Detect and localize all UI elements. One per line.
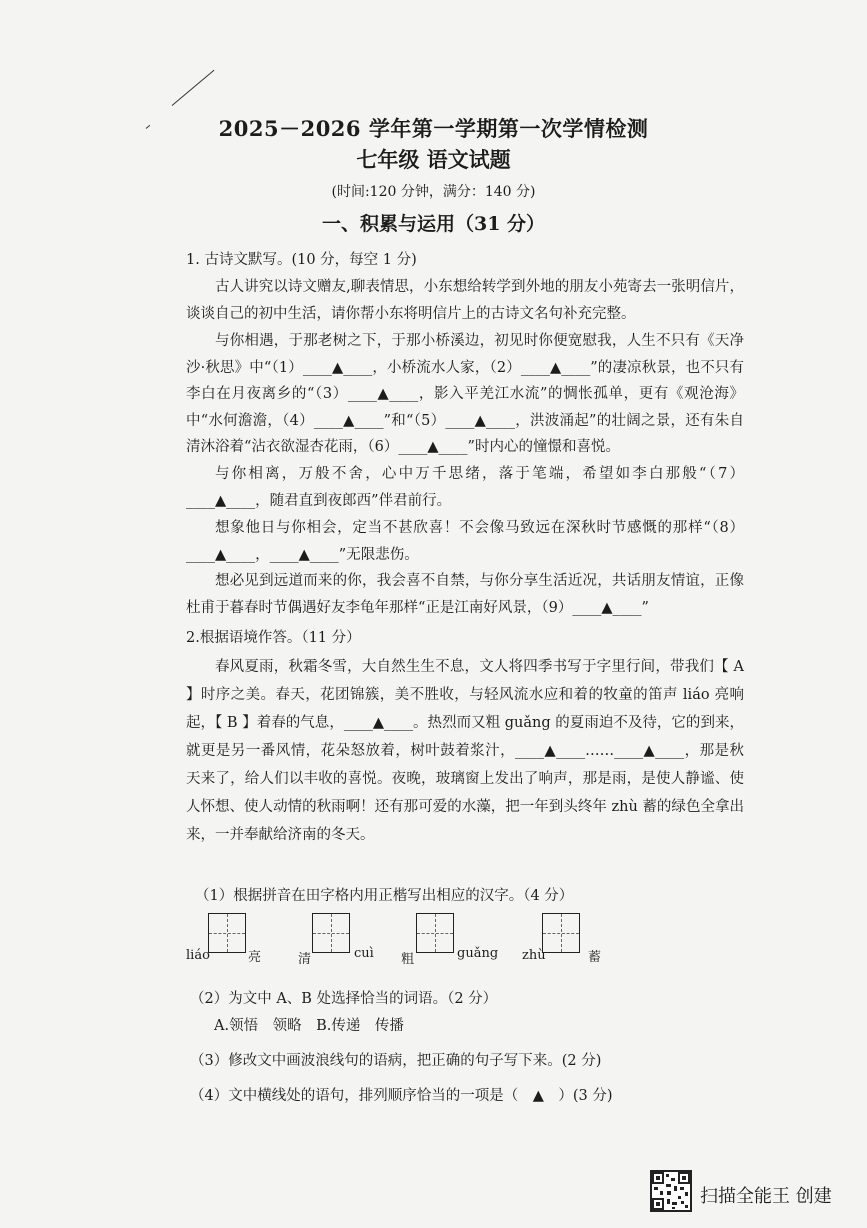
grid-pinyin: guǎng — [457, 946, 499, 961]
grid-char: 清 — [298, 952, 312, 967]
q2-sub2: （2）为文中 A、B 处选择恰当的词语。（2 分） — [190, 991, 498, 1007]
q2-passage: 春风夏雨，秋霜冬雪，大自然生生不息，文人将四季书写于字里行间，带我们【 A 】时序之美。春天，花团锦簇，美不胜收，与轻风流水应和着的牧童的笛声 liáo 亮响起，【 B 】着春的气息，____▲____。热烈而又粗 guǎng 的夏雨迫不及待，它的到来，就更是另一番风情，花朵怒放着，树叶鼓着浆汁，____▲____……____▲____，那是秋天来了，给人们以丰收的喜悦。夜晚，玻璃窗上发出了响声，那是雨，是使人静谧、使人怀想、使人动情的秋雨啊！还有那可爱的水藻，把一年到头终年 zhù 蓄的绿色全拿出来，一并奉献给济南的冬天。 — [186, 659, 744, 843]
q1-paragraph: 想必见到远道而来的你，我会喜不自禁，与你分享生活近况，共话朋友情谊，正像杜甫于暮春时节偶遇好友李龟年那样“正是江南好风景，（9）____▲____” — [186, 573, 744, 616]
q2-options: A.领悟 领略 B.传递 传播 — [214, 1018, 404, 1034]
tian-grid-box[interactable] — [208, 913, 246, 953]
tian-grid-box[interactable] — [416, 913, 454, 953]
grid-pinyin: zhù — [522, 948, 546, 963]
q2-sub3: （3）修改文中画波浪线句的语病，把正确的句子写下来。(2 分) — [190, 1053, 602, 1069]
scanner-footer — [650, 1170, 860, 1216]
q1-paragraph: 古人讲究以诗文赠友,聊表情思，小东想给转学到外地的朋友小苑寄去一张明信片，谈谈自己的初中生活，请你帮小东将明信片上的古诗文名句补充完整。 — [186, 279, 744, 322]
grid-char: 蓄 — [588, 950, 602, 965]
q1-heading: 1. 古诗文默写。(10 分，每空 1 分) — [186, 252, 417, 268]
qr-code-icon — [650, 1170, 692, 1212]
tian-grid-row — [186, 913, 626, 965]
q1-paragraph: 与你相离，万般不舍，心中万千思绪，落于笔端，希望如李白那般“（7）____▲____，随君直到夜郎西”伴君前行。 — [186, 466, 744, 509]
grid-char: 粗 — [401, 952, 415, 967]
q1-paragraph: 与你相遇，于那老树之下，于那小桥溪边，初见时你便宽慰我，人生不只有《天净沙·秋思》中“（1）____▲____，小桥流水人家，（2）____▲____”的凄凉秋景，也不只有李白在月夜离乡的“（3）____▲____，影入平羌江水流”的惆怅孤单，更有《观沧海》中“水何澹澹，（4）____▲____”和“（5）____▲____，洪波涌起”的壮阔之景，还有朱自清沐浴着“沾衣欲湿杏花雨，（6）____▲____”时内心的憧憬和喜悦。 — [186, 333, 744, 455]
q2-heading: 2.根据语境作答。（11 分） — [186, 630, 361, 646]
q2-sub1: （1）根据拼音在田字格内用正楷写出相应的汉字。（4 分） — [195, 888, 574, 904]
q1-paragraph: 想象他日与你相会，定当不甚欣喜！不会像马致远在深秋时节感慨的那样“（8）____▲____，____▲____”无限悲伤。 — [186, 520, 744, 563]
grid-pinyin: cuì — [354, 946, 374, 961]
grid-char: 亮 — [248, 950, 262, 965]
exam-subtitle: 七年级 语文试题 — [356, 147, 511, 172]
q2-sub4: （4）文中横线处的语句，排列顺序恰当的一项是（ ▲ ）(3 分) — [190, 1088, 613, 1104]
section-heading: 一、积累与运用（31 分） — [321, 213, 546, 235]
tian-grid-box[interactable] — [312, 913, 350, 953]
pen-stroke — [172, 70, 215, 106]
grid-pinyin: liáo — [186, 948, 210, 963]
tian-grid-box[interactable] — [542, 913, 580, 953]
exam-info: (时间:120 分钟，满分：140 分) — [331, 184, 536, 200]
scanner-app-label: 扫描全能王 创建 — [700, 1186, 832, 1207]
exam-title: 2025－2026 学年第一学期第一次学情检测 — [218, 116, 649, 141]
